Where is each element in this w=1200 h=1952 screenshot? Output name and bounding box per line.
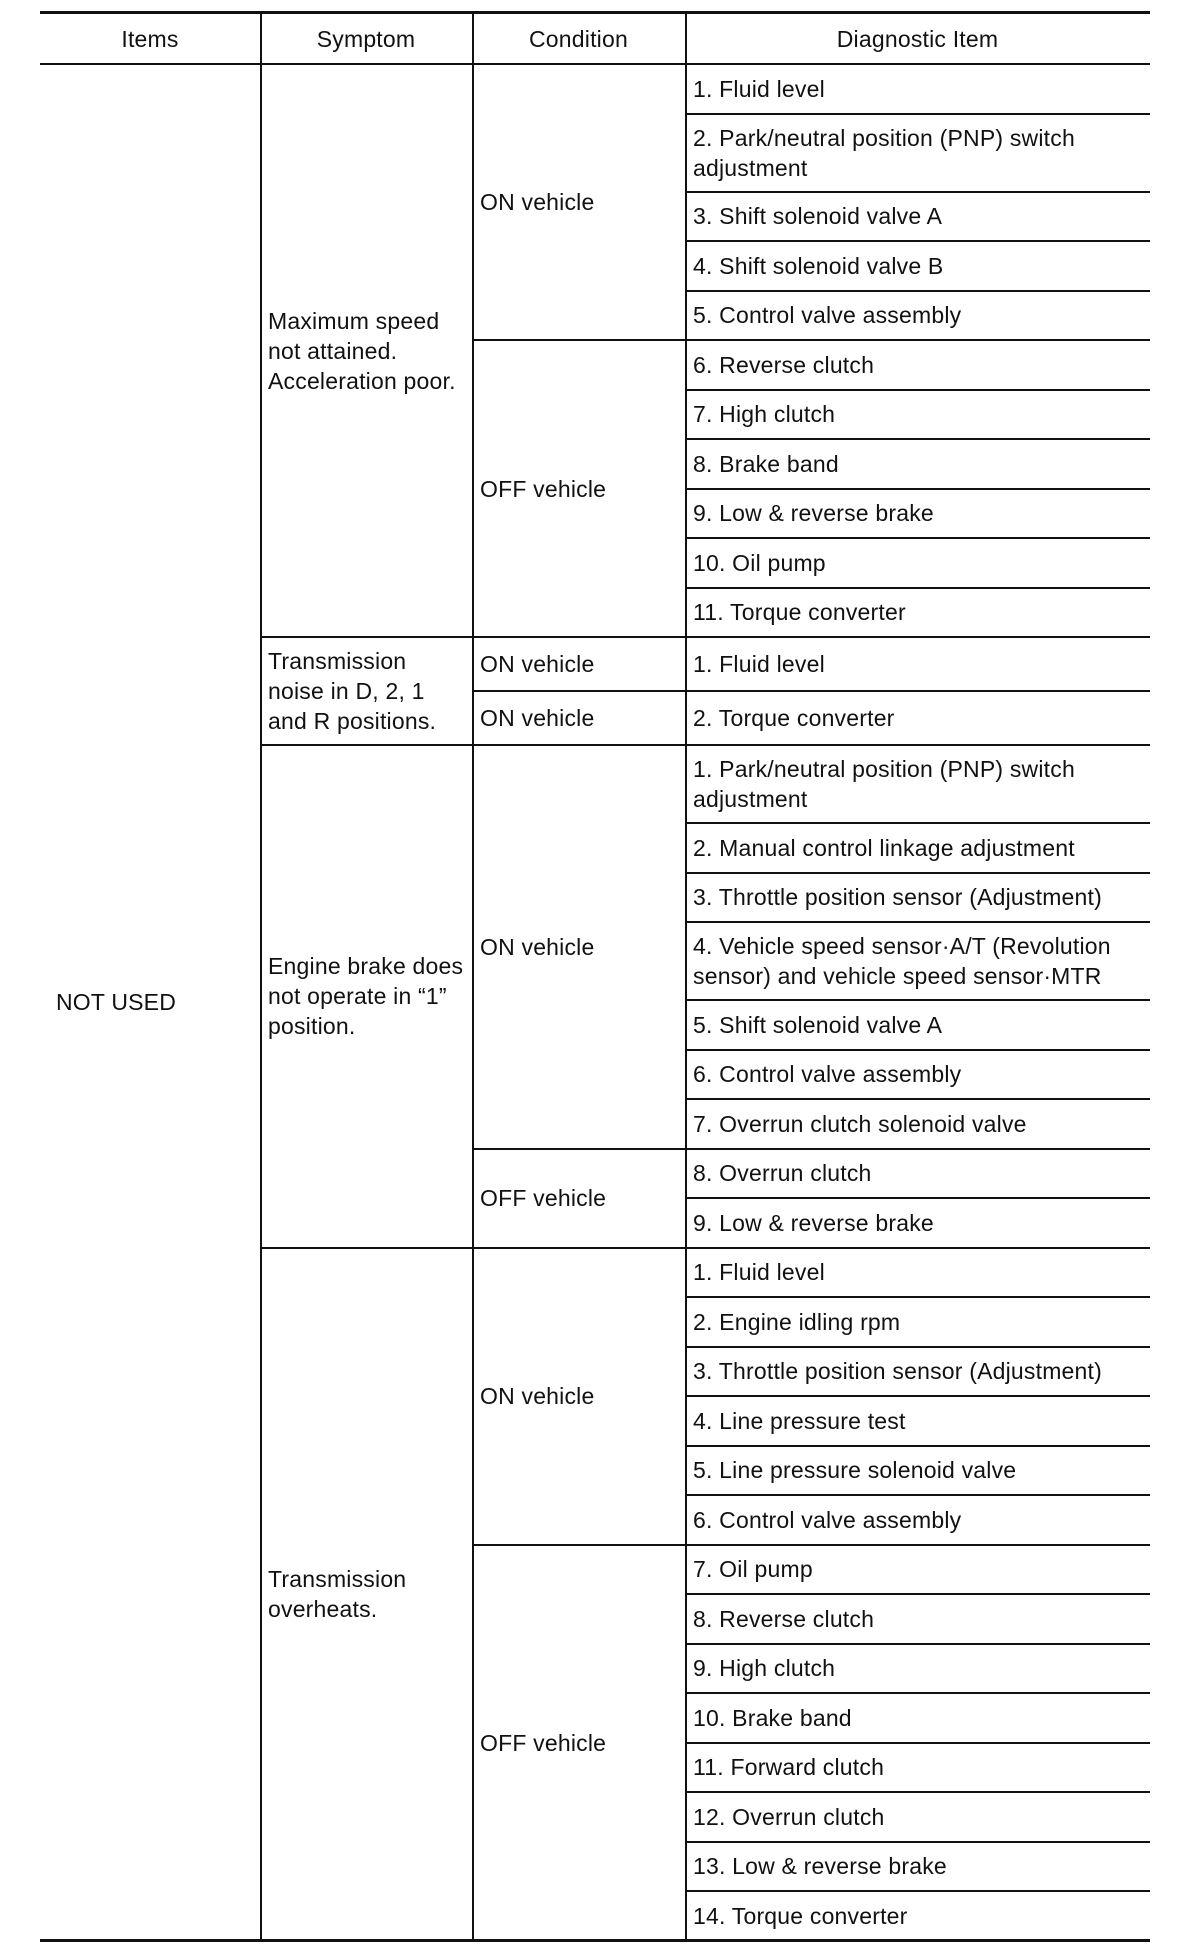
diagnostic-item-text: 5. Shift solenoid valve A — [693, 1011, 943, 1038]
diagnostic-item — [685, 1446, 1150, 1496]
diagnostic-item-text: 12. Overrun clutch — [693, 1803, 885, 1830]
diagnostic-item — [685, 1396, 1150, 1446]
diagnostic-item-text: 1. Park/neutral position (PNP) switch adjustment — [693, 756, 1075, 812]
diagnostic-item — [685, 1198, 1150, 1248]
condition-rule — [472, 1940, 1150, 1942]
diagnostic-item — [685, 1050, 1150, 1100]
diagnostic-item — [685, 1248, 1150, 1298]
condition-cell — [472, 637, 685, 691]
diagnostic-item-text: 7. High clutch — [693, 401, 836, 428]
diagnostic-item — [685, 691, 1150, 745]
diagnostic-item — [685, 1495, 1150, 1545]
diagnostic-item — [685, 1545, 1150, 1595]
diagnostic-item-text: 2. Torque converter — [693, 705, 895, 731]
condition-cell-text: ON vehicle — [480, 651, 595, 677]
diagnostic-item — [685, 823, 1150, 873]
diagnostic-item — [685, 873, 1150, 923]
diagnostic-item — [685, 241, 1150, 291]
diagnostic-item-text: 9. High clutch — [693, 1655, 836, 1682]
header-condition-label: Condition — [529, 26, 628, 52]
diagnostic-item — [685, 114, 1150, 192]
condition-cell-text: ON vehicle — [480, 933, 595, 960]
header-items — [40, 14, 260, 64]
symptom-cell — [260, 1248, 472, 1941]
diagnostic-item-text: 3. Throttle position sensor (Adjustment) — [693, 1358, 1102, 1385]
diagnostic-item — [685, 1297, 1150, 1347]
diagnostic-item-text: 10. Oil pump — [693, 549, 826, 576]
condition-cell — [472, 745, 685, 1149]
diagnostic-item — [685, 489, 1150, 539]
diagnostic-item — [685, 1743, 1150, 1793]
symptom-cell — [260, 745, 472, 1248]
diagnostic-item-text: 13. Low & reverse brake — [693, 1853, 947, 1880]
diagnostic-item — [685, 637, 1150, 691]
diagnostic-item — [685, 1000, 1150, 1050]
diagnostic-item-text: 1. Fluid level — [693, 75, 825, 102]
symptom-cell-text: Transmission noise in D, 2, 1 and R positions. — [268, 648, 437, 734]
header-symptom-label: Symptom — [316, 26, 416, 52]
header-items-label: Items — [121, 26, 179, 52]
items-value: NOT USED — [56, 989, 177, 1015]
header-diagnostic-label: Diagnostic Item — [836, 26, 999, 52]
diagnostic-item-text: 8. Reverse clutch — [693, 1605, 875, 1632]
condition-cell — [472, 1248, 685, 1545]
diagnostic-item-text: 2. Engine idling rpm — [693, 1308, 901, 1335]
diagnostic-item — [685, 1842, 1150, 1892]
diagnostic-item-text: 14. Torque converter — [693, 1902, 908, 1929]
condition-cell — [472, 691, 685, 745]
diagnostic-item-text: 4. Vehicle speed sensor·A/T (Revolution sensor) and vehicle speed sensor·MTR — [693, 933, 1111, 989]
header-condition — [472, 14, 685, 64]
symptom-cell-text: Transmission overheats. — [268, 1566, 407, 1622]
diagnostic-item-text: 9. Low & reverse brake — [693, 500, 934, 527]
diagnostic-item-text: 5. Control valve assembly — [693, 302, 962, 329]
diagnostic-item — [685, 1099, 1150, 1149]
diagnostic-item — [685, 340, 1150, 390]
diagnostic-item-text: 8. Overrun clutch — [693, 1160, 872, 1187]
diagnostic-item-text: 11. Forward clutch — [693, 1754, 885, 1781]
symptom-cell-text: Maximum speed not attained. Acceleration poor. — [268, 307, 456, 394]
diagnostic-item — [685, 1594, 1150, 1644]
diagnostic-item — [685, 1347, 1150, 1397]
diagnostic-item-text: 6. Control valve assembly — [693, 1061, 962, 1088]
diagnostic-item — [685, 588, 1150, 638]
diagnostic-item-text: 4. Line pressure test — [693, 1407, 906, 1434]
condition-cell — [472, 1545, 685, 1941]
condition-cell-text: ON vehicle — [480, 705, 595, 731]
condition-cell — [472, 1149, 685, 1248]
diagnostic-item — [685, 64, 1150, 114]
condition-cell-text: OFF vehicle — [480, 475, 607, 502]
diagnostic-item-text: 10. Brake band — [693, 1704, 852, 1731]
header-diagnostic-item — [685, 14, 1150, 64]
diagnostic-item — [685, 390, 1150, 440]
symptom-cell — [260, 637, 472, 745]
diagnostic-item-text: 8. Brake band — [693, 450, 839, 477]
column-divider-symptom-condition — [472, 11, 474, 1942]
diagnostic-item-text: 9. Low & reverse brake — [693, 1209, 934, 1236]
diagnostic-item-text: 1. Fluid level — [693, 1259, 825, 1286]
diagnostic-item — [685, 1149, 1150, 1199]
diagnostic-item — [685, 538, 1150, 588]
diagnostic-item-text: 4. Shift solenoid valve B — [693, 252, 944, 279]
diagnostic-item — [685, 1792, 1150, 1842]
diagnostic-item — [685, 745, 1150, 823]
table-top-rule — [40, 11, 1150, 14]
condition-cell-text: OFF vehicle — [480, 1185, 607, 1211]
column-divider-condition-diagnostic — [685, 11, 687, 1942]
diagnostic-item-text: 3. Throttle position sensor (Adjustment) — [693, 884, 1102, 911]
diagnostic-item — [685, 1644, 1150, 1694]
diagnostic-item — [685, 192, 1150, 242]
diagnostic-item — [685, 291, 1150, 341]
condition-cell-text: ON vehicle — [480, 1383, 595, 1409]
diagnostic-item — [685, 1891, 1150, 1941]
diagnostic-item-text: 6. Reverse clutch — [693, 351, 875, 378]
diagnostic-item-text: 11. Torque converter — [693, 599, 906, 626]
diagnostic-item-text: 5. Line pressure solenoid valve — [693, 1457, 1017, 1484]
diagnostic-item — [685, 922, 1150, 1000]
condition-cell-text: ON vehicle — [480, 189, 595, 215]
diagnostic-item-text: 3. Shift solenoid valve A — [693, 203, 943, 230]
diagnostic-item-text: 2. Park/neutral position (PNP) switch adjustment — [693, 124, 1075, 181]
diagnostic-item — [685, 439, 1150, 489]
column-divider-items-symptom — [260, 11, 262, 1942]
header-symptom — [260, 14, 472, 64]
condition-cell-text: OFF vehicle — [480, 1729, 607, 1756]
diagnostic-item-text: 7. Oil pump — [693, 1556, 813, 1583]
diagnostic-item-text: 6. Control valve assembly — [693, 1506, 962, 1533]
symptom-cell-text: Engine brake does not operate in “1” position. — [268, 953, 464, 1040]
diagnostic-item — [685, 1693, 1150, 1743]
condition-cell — [472, 64, 685, 340]
diagnostic-item-text: 2. Manual control linkage adjustment — [693, 834, 1075, 861]
diagnostic-item-text: 7. Overrun clutch solenoid valve — [693, 1110, 1027, 1137]
symptom-cell — [260, 64, 472, 637]
items-cell — [48, 64, 260, 1940]
condition-cell — [472, 340, 685, 637]
diagnostic-item-text: 1. Fluid level — [693, 651, 825, 677]
